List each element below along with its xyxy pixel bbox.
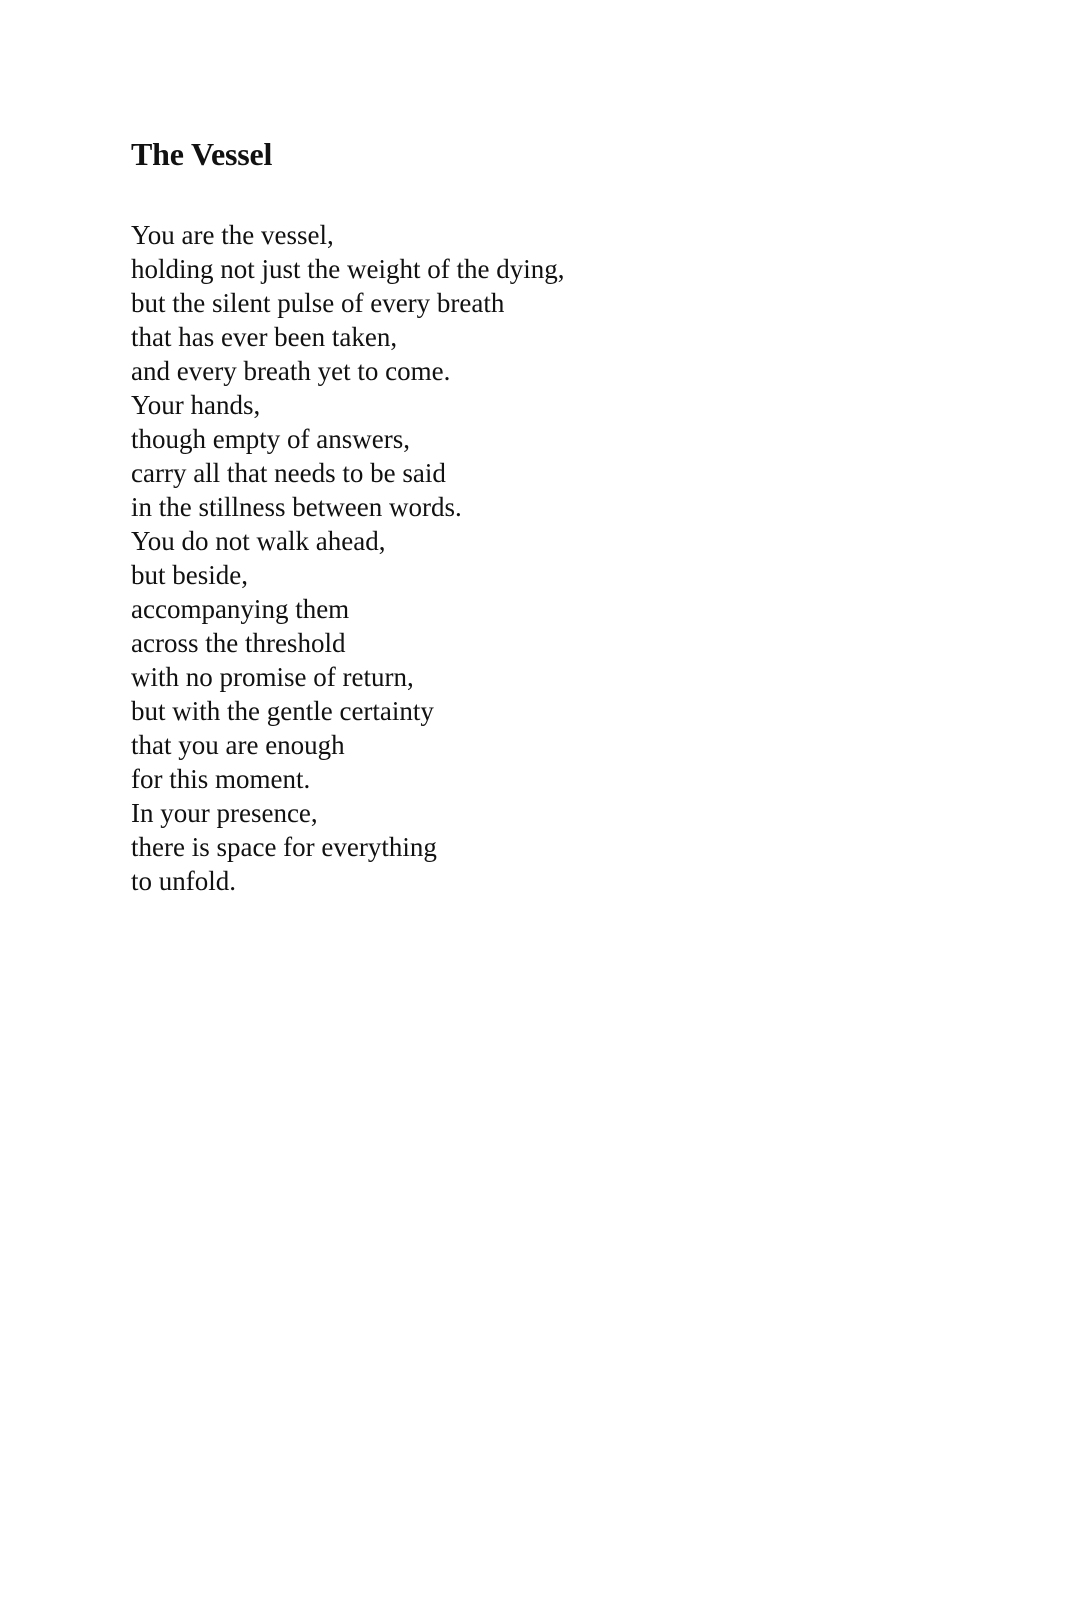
poem-title: The Vessel <box>131 136 273 172</box>
poem-line: across the threshold <box>131 628 346 658</box>
poem-line: accompanying them <box>131 594 350 624</box>
poem-line: and every breath yet to come. <box>131 356 451 386</box>
poem-line: for this moment. <box>131 764 311 794</box>
poem-line: that you are enough <box>131 730 345 760</box>
poem-line: with no promise of return, <box>131 662 414 692</box>
poem-line: but with the gentle certainty <box>131 696 434 726</box>
poem-line: carry all that needs to be said <box>131 458 446 488</box>
poem-line: holding not just the weight of the dying, <box>131 254 565 284</box>
poem-line: Your hands, <box>131 390 261 420</box>
poem-line: but beside, <box>131 560 248 590</box>
poem-line: though empty of answers, <box>131 424 410 454</box>
poem-line: but the silent pulse of every breath <box>131 288 505 318</box>
poem-line: You do not walk ahead, <box>131 526 386 556</box>
poem-line: You are the vessel, <box>131 220 334 250</box>
poem-body <box>131 218 1031 898</box>
poem-line: that has ever been taken, <box>131 322 398 352</box>
document-page <box>131 132 1031 898</box>
poem-line: to unfold. <box>131 866 236 896</box>
poem-line: there is space for everything <box>131 832 437 862</box>
poem-line: In your presence, <box>131 798 318 828</box>
poem-line: in the stillness between words. <box>131 492 462 522</box>
